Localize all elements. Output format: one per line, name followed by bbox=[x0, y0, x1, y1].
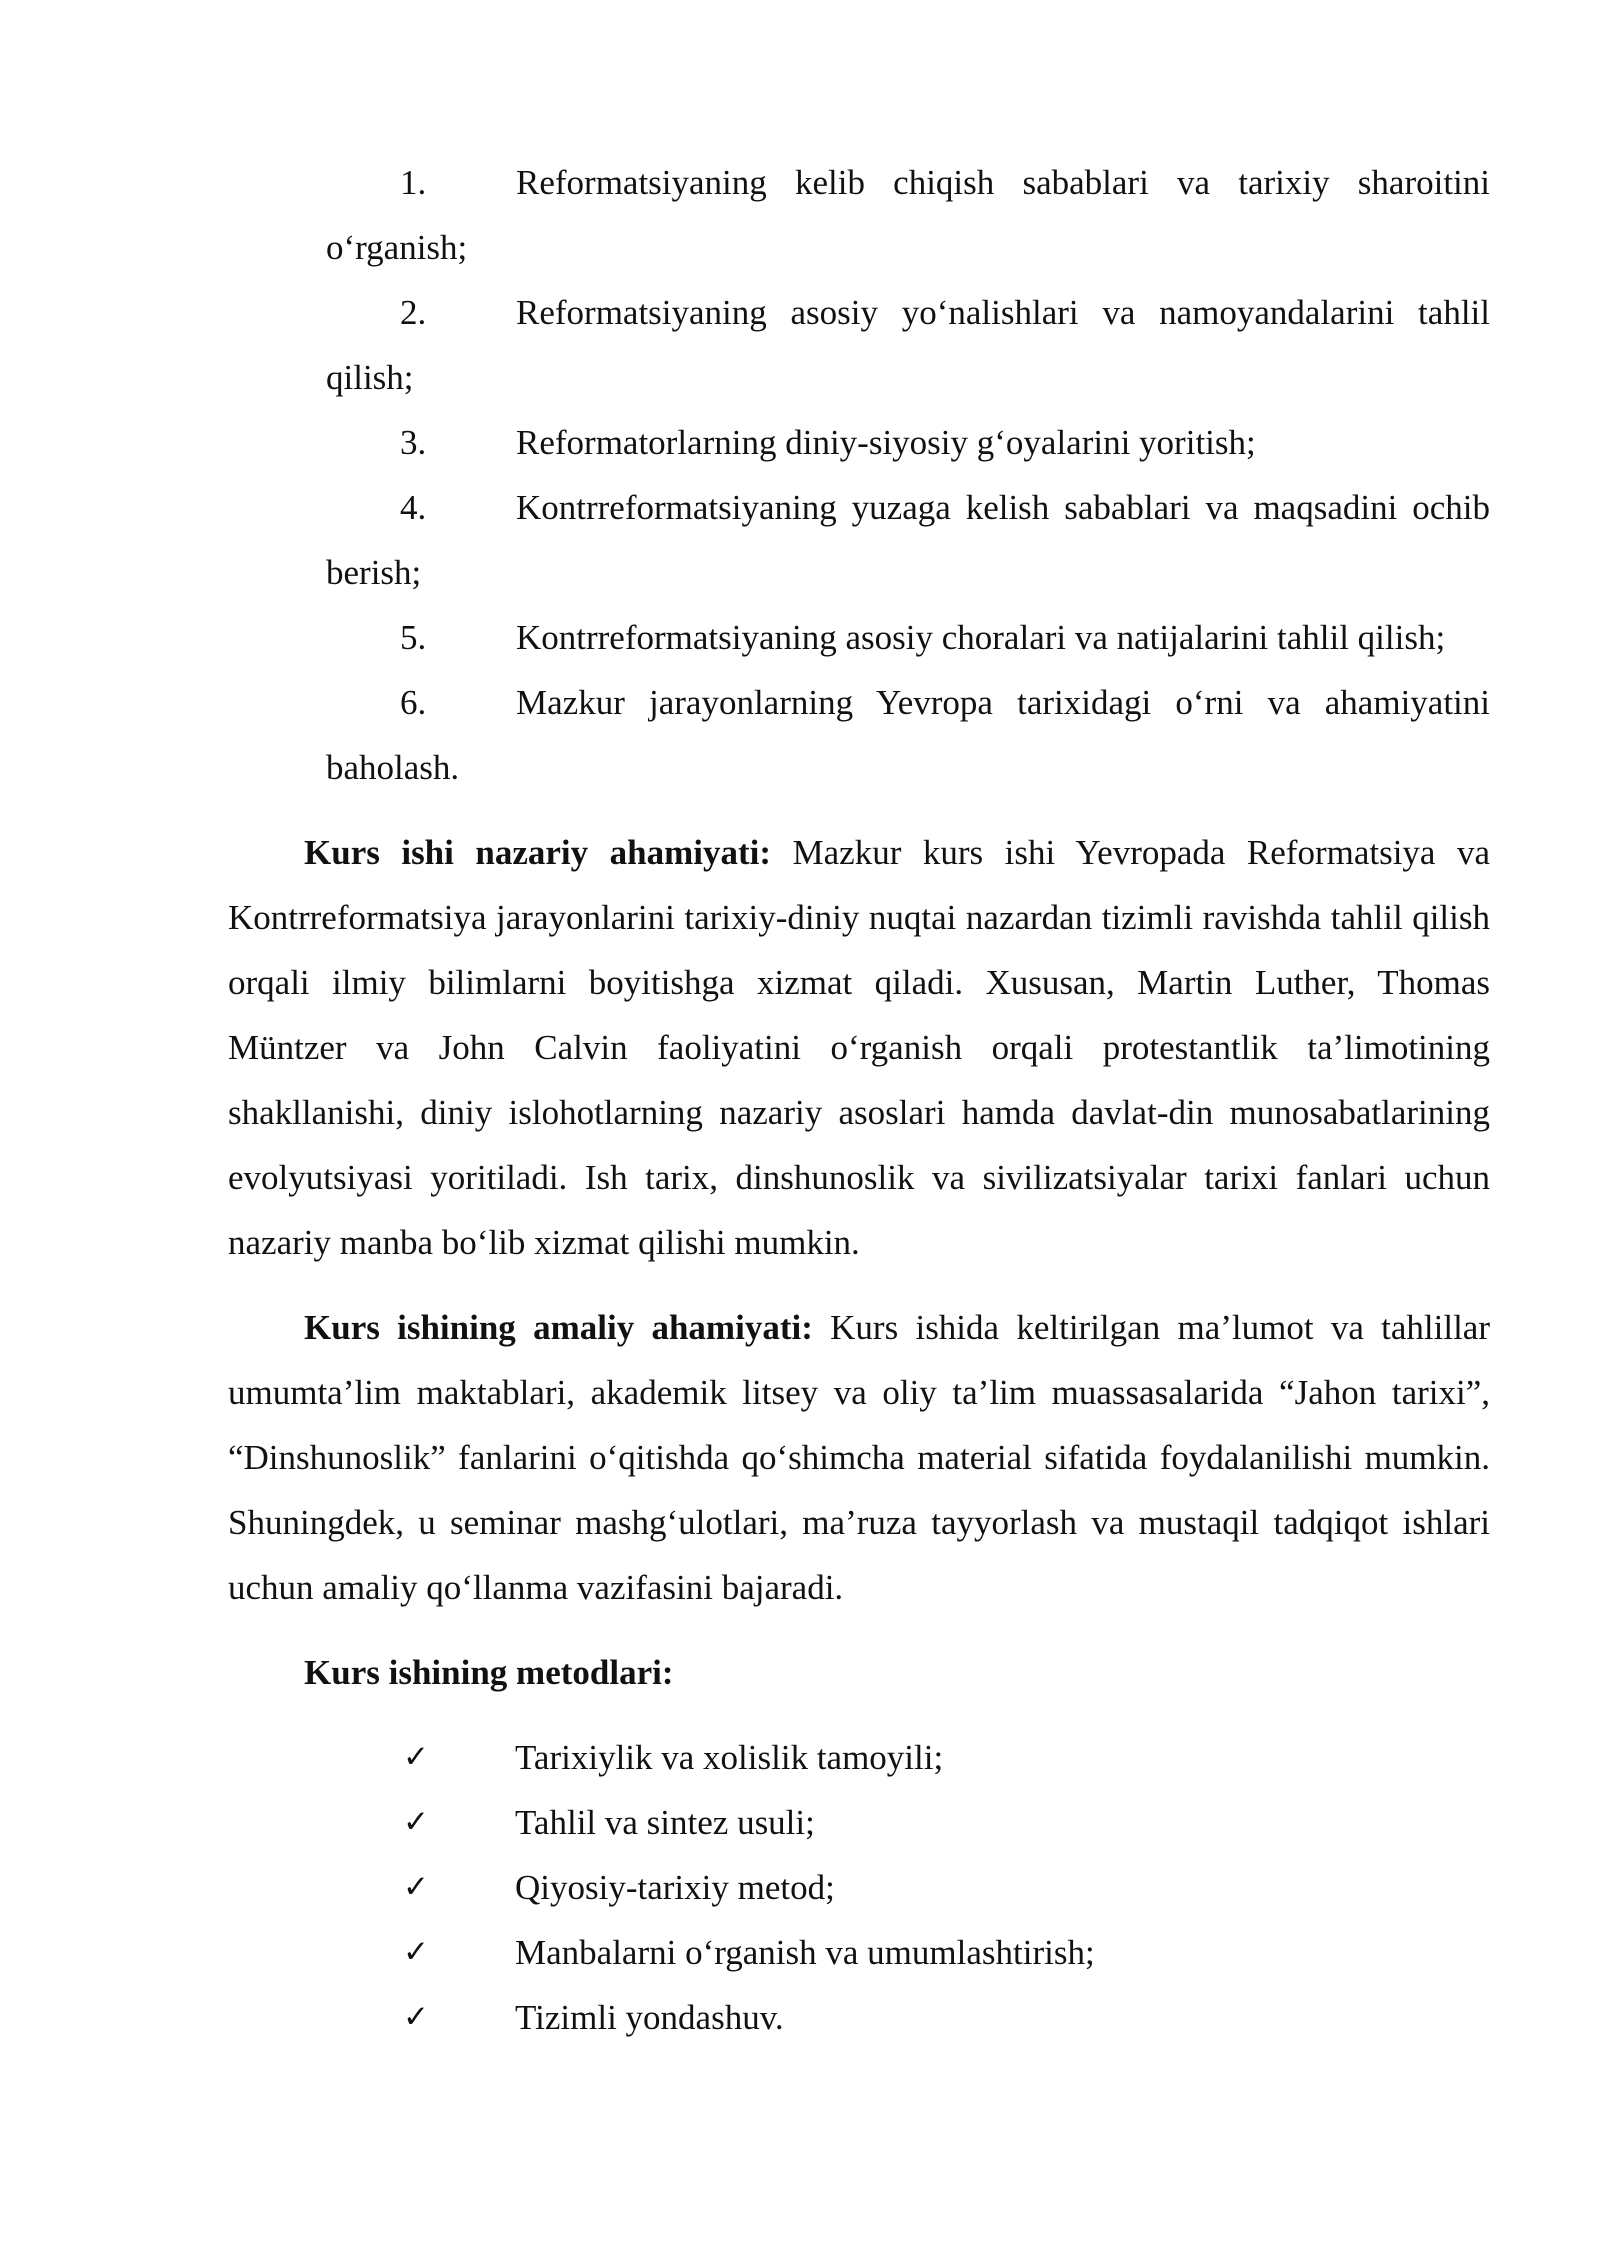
checkmark-icon: ✓ bbox=[403, 1934, 429, 1970]
objectives-list bbox=[228, 150, 1490, 800]
list-number: 1. bbox=[400, 163, 427, 202]
practical-significance-paragraph bbox=[228, 1295, 1490, 1620]
method-item-text: Qiyosiy-tarixiy metod; bbox=[515, 1868, 835, 1907]
list-item-text: Reformatsiyaning kelib chiqish sabablari va tarixiy sharoitini o‘rganish; bbox=[326, 163, 1490, 267]
method-item-text: Tarixiylik va xolislik tamoyili; bbox=[515, 1738, 944, 1777]
method-item-text: Tahlil va sintez usuli; bbox=[515, 1803, 815, 1842]
list-item bbox=[228, 1920, 1490, 1985]
checkmark-icon: ✓ bbox=[403, 1739, 429, 1775]
list-item bbox=[228, 280, 1490, 410]
list-number: 2. bbox=[400, 293, 427, 332]
list-item bbox=[228, 1855, 1490, 1920]
theoretical-significance-text: Mazkur kurs ishi Yevropada Reformatsiya va Kontrreformatsiya jarayonlarini tarixiy-diniy nuqtai nazardan tizimli ravishda tahlil qilish orqali ilmiy bilimlarni boyitishga xizmat qiladi. Xususan, Martin Luther, Thomas Müntzer va John Calvin faoliyatini o‘rganish orqali protestantlik ta’limotining shakllanishi, diniy islohotlarning nazariy asoslari hamda davlat-din munosabatlarining evolyutsiyasi yoritiladi. Ish tarix, dinshunoslik va sivilizatsiyalar tarixi fanlari uchun nazariy manba bo‘lib xizmat qilishi mumkin. bbox=[228, 833, 1490, 1262]
list-item bbox=[228, 605, 1490, 670]
list-item bbox=[228, 670, 1490, 800]
list-item bbox=[228, 410, 1490, 475]
list-item bbox=[228, 1790, 1490, 1855]
list-number: 5. bbox=[400, 618, 427, 657]
list-item bbox=[228, 150, 1490, 280]
list-item-text: Kontrreformatsiyaning asosiy choralari va natijalarini tahlil qilish; bbox=[516, 618, 1446, 657]
checkmark-icon: ✓ bbox=[403, 1999, 429, 2035]
list-item-text: Reformatorlarning diniy-siyosiy g‘oyalarini yoritish; bbox=[516, 423, 1256, 462]
practical-significance-heading: Kurs ishining amaliy ahamiyati: bbox=[304, 1308, 813, 1347]
list-item bbox=[228, 1725, 1490, 1790]
theoretical-significance-heading: Kurs ishi nazariy ahamiyati: bbox=[304, 833, 772, 872]
list-number: 6. bbox=[400, 683, 427, 722]
method-item-text: Tizimli yondashuv. bbox=[515, 1998, 784, 2037]
list-item-text: Reformatsiyaning asosiy yo‘nalishlari va namoyandalarini tahlil qilish; bbox=[326, 293, 1490, 397]
list-item-text: Mazkur jarayonlarning Yevropa tarixidagi o‘rni va ahamiyatini baholash. bbox=[326, 683, 1490, 787]
list-item bbox=[228, 1985, 1490, 2050]
list-number: 4. bbox=[400, 488, 427, 527]
list-item-text: Kontrreformatsiyaning yuzaga kelish sabablari va maqsadini ochib berish; bbox=[326, 488, 1490, 592]
methods-list bbox=[228, 1725, 1490, 2050]
checkmark-icon: ✓ bbox=[403, 1804, 429, 1840]
method-item-text: Manbalarni o‘rganish va umumlashtirish; bbox=[515, 1933, 1095, 1972]
theoretical-significance-paragraph bbox=[228, 820, 1490, 1275]
list-item bbox=[228, 475, 1490, 605]
checkmark-icon: ✓ bbox=[403, 1869, 429, 1905]
practical-significance-text: Kurs ishida keltirilgan ma’lumot va tahlillar umumta’lim maktablari, akademik litsey va oliy ta’lim muassasalarida “Jahon tarixi”, “Dinshunoslik” fanlarini o‘qitishda qo‘shimcha material sifatida foydalanilishi mumkin. Shuningdek, u seminar mashg‘ulotlari, ma’ruza tayyorlash va mustaqil tadqiqot ishlari uchun amaliy qo‘llanma vazifasini bajaradi. bbox=[228, 1308, 1490, 1607]
methods-heading: Kurs ishining metodlari: bbox=[304, 1653, 674, 1692]
page-content bbox=[228, 150, 1490, 2050]
list-number: 3. bbox=[400, 423, 427, 462]
